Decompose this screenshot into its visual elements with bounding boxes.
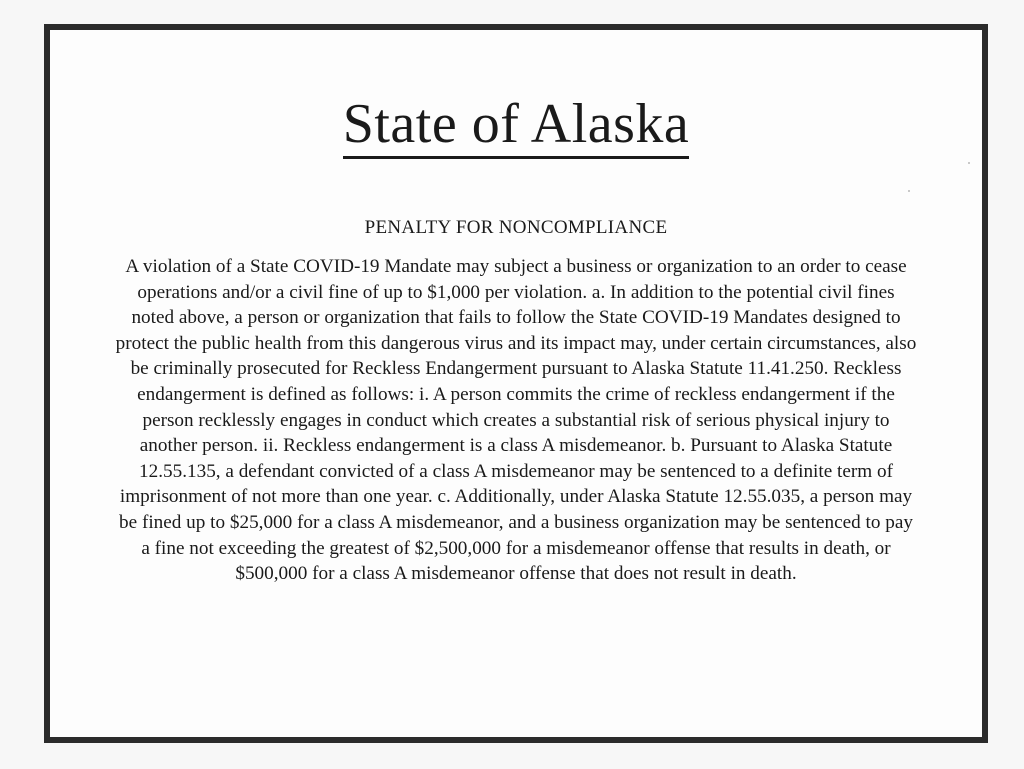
scan-speck [968, 162, 970, 164]
penalty-heading: PENALTY FOR NONCOMPLIANCE [364, 217, 668, 238]
penalty-body-text: A violation of a State COVID-19 Mandate may subject a business or organization to an order to cease operations and/or a civil fine of up to $1,000 per violation. a. In addition to the potential civil fines noted above, a person or organization that fails to follow the State COVID-19 Mandates designed to protect the public health from this dangerous virus and its impact may, under certain circumstances, also be criminally prosecuted for Reckless Endangerment pursuant to Alaska Statute 11.41.250. Reckless endangerment is defined as follows: i. A person commits the crime of reckless endangerment if the person recklessly engages in conduct which creates a substantial risk of serious physical injury to another person. ii. Reckless endangerment is a class A misdemeanor. b. Pursuant to Alaska Statute 12.55.135, a defendant convicted of a class A misdemeanor may be sentenced to a definite term of imprisonment of not more than one year. c. Additionally, under Alaska Statute 12.55.035, a person may be fined up to $25,000 for a class A misdemeanor, and a business organization may be sentenced to pay a fine not exceeding the greatest of $2,500,000 for a misdemeanor offense that results in death, or $500,000 for a class A misdemeanor offense that does not result in death. [115, 256, 917, 585]
document-border [44, 24, 988, 743]
document-title: State of Alaska [343, 96, 690, 159]
document-title-wrapper [50, 93, 982, 159]
scan-speck [908, 190, 910, 192]
